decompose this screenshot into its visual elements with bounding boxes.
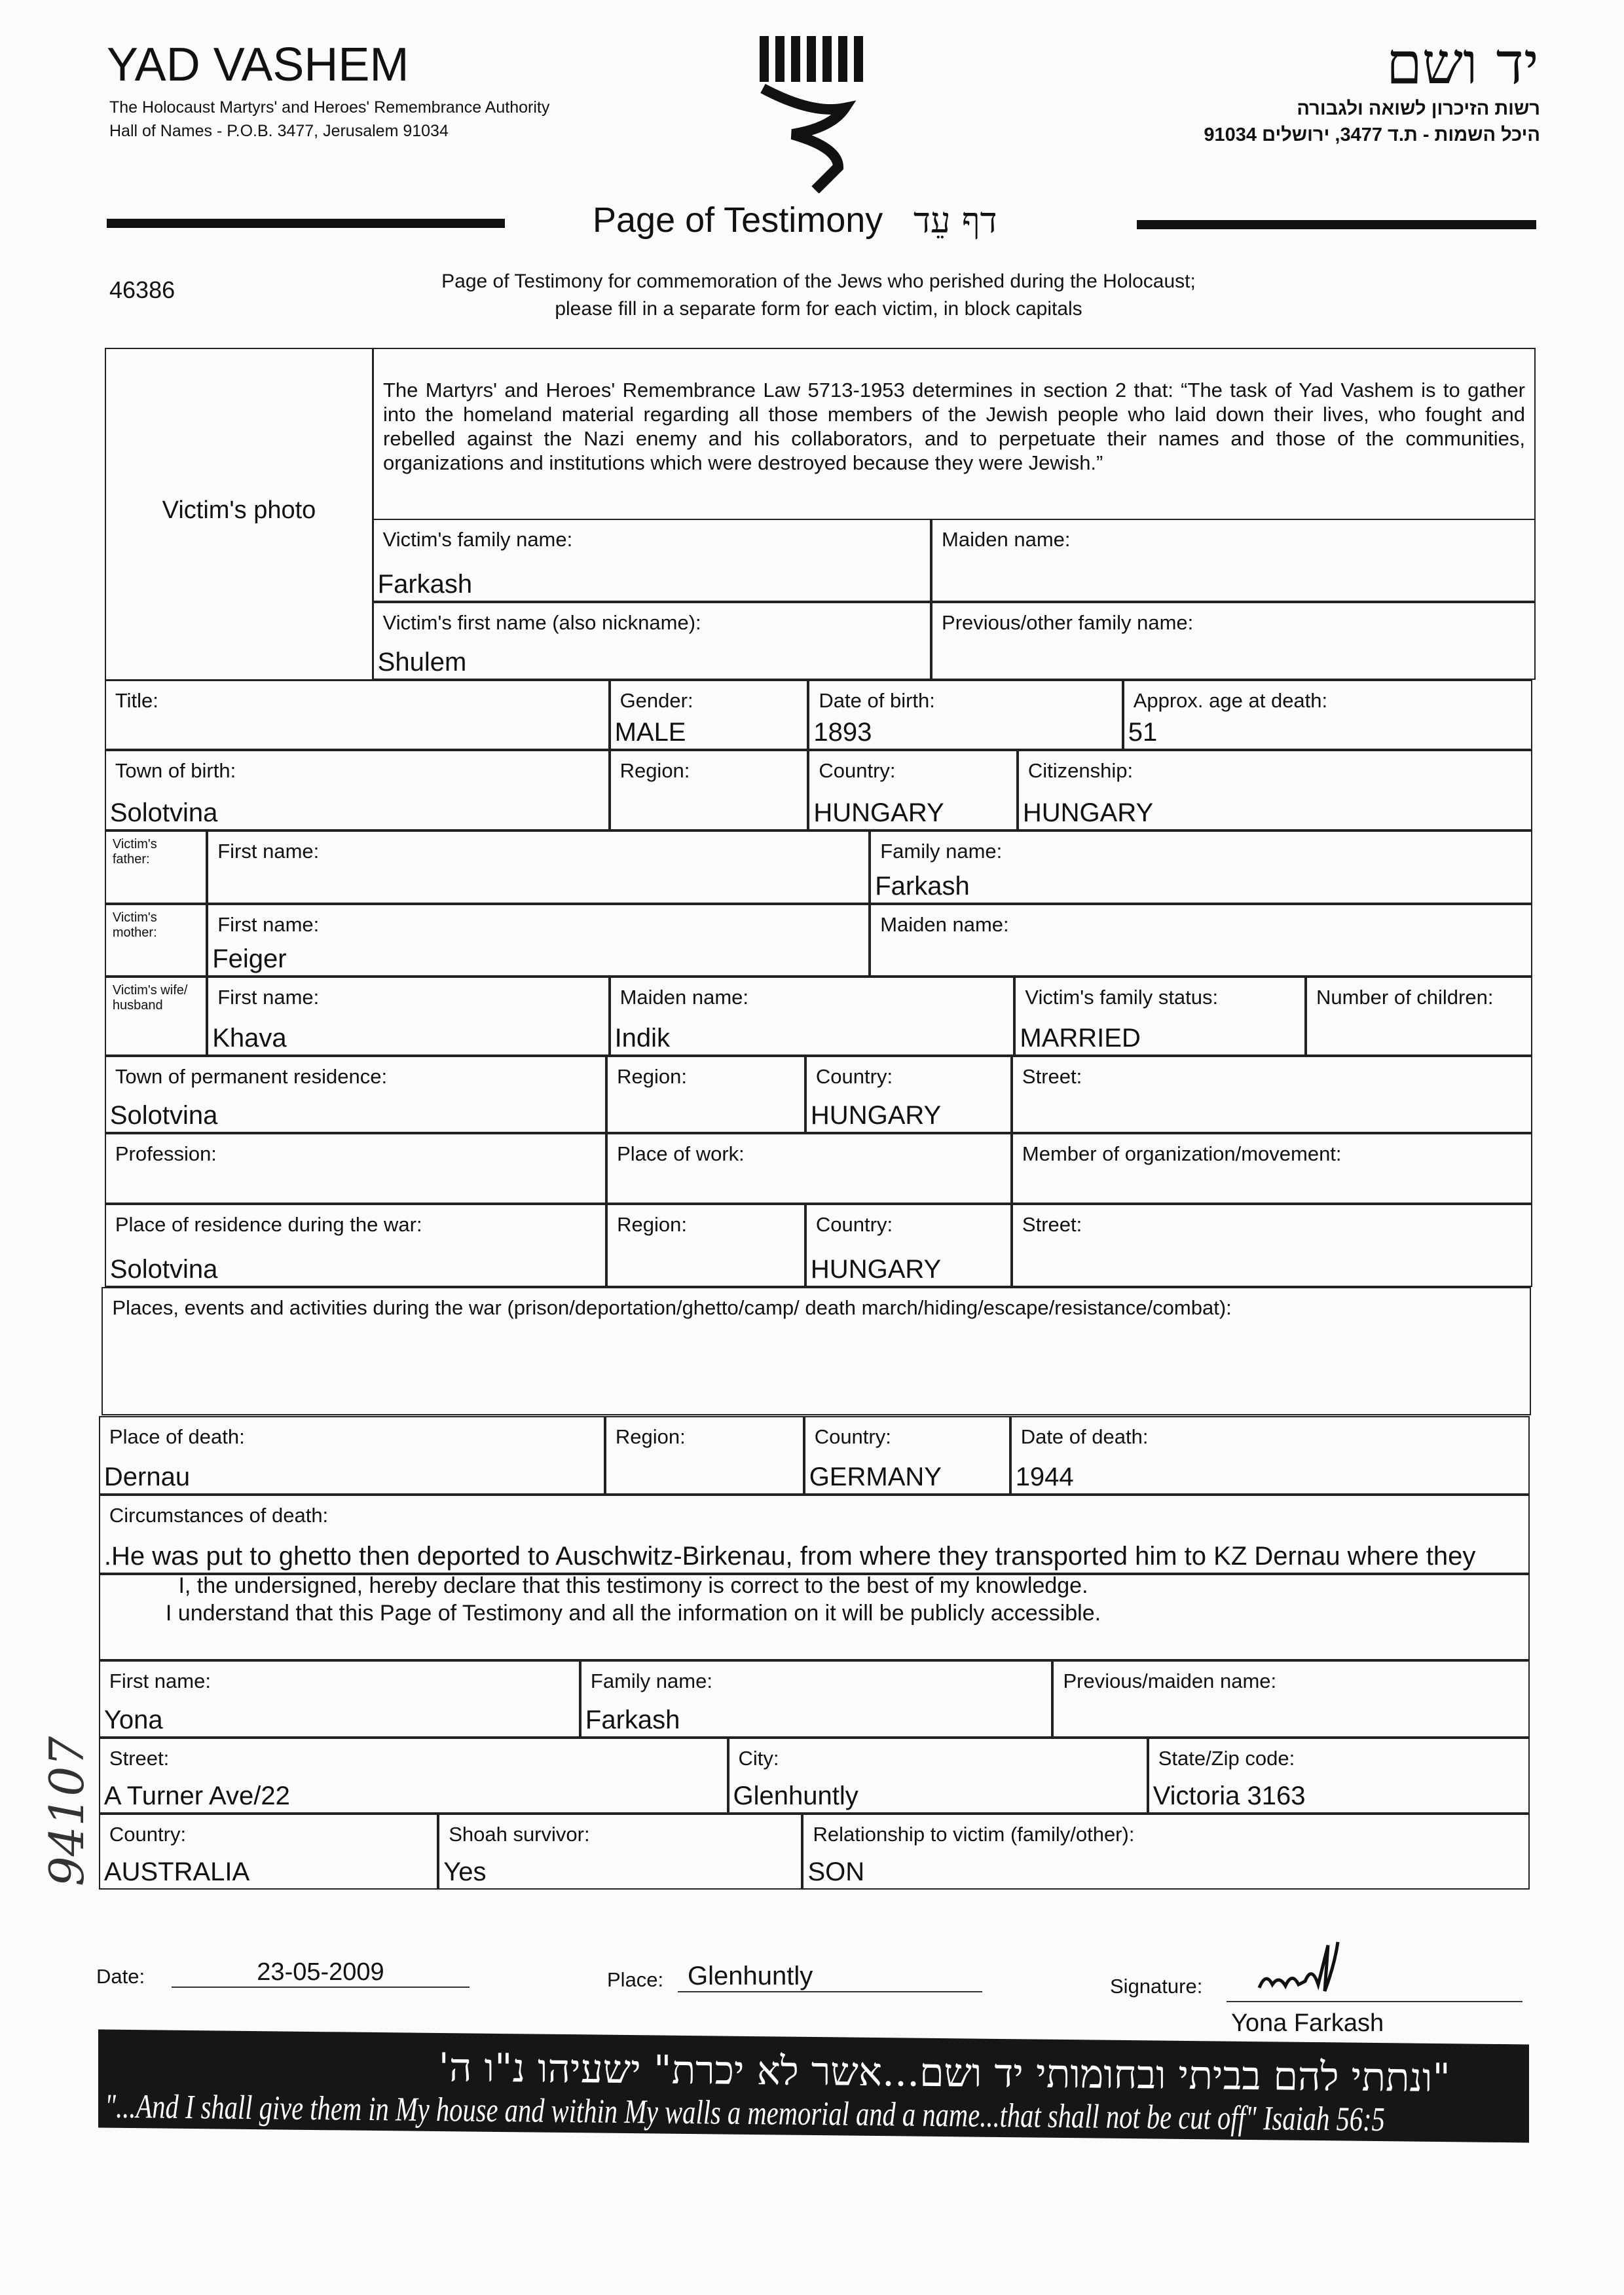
gender-label: Gender:	[619, 688, 693, 712]
handwritten-signature-icon	[1253, 1939, 1384, 2001]
spouse-first-label: First name:	[217, 986, 320, 1009]
children-label: Number of children:	[1316, 986, 1494, 1009]
org-address-hebrew: היכל השמות - ת.ד 3477, ירושלים 91034	[1204, 124, 1540, 145]
org-subtitle: The Holocaust Martyrs' and Heroes' Remembrance Authority	[109, 98, 550, 117]
org-name: YAD VASHEM	[107, 39, 409, 91]
family-status-label: Victim's family status:	[1025, 986, 1219, 1009]
org-address: Hall of Names - P.O.B. 3477, Jerusalem 91034	[109, 122, 449, 140]
war-region-label: Region:	[617, 1212, 687, 1236]
sub-city-value: Glenhuntly	[733, 1782, 858, 1811]
sub-prev-label: Previous/maiden name:	[1063, 1669, 1277, 1692]
sub-country-label: Country:	[109, 1823, 187, 1846]
sub-prev-field[interactable]	[1052, 1660, 1529, 1738]
dob-field[interactable]	[808, 680, 1122, 750]
sub-family-field[interactable]	[580, 1660, 1053, 1738]
age-value: 51	[1128, 718, 1158, 747]
quote-english: "...And I shall give them in My house and within My walls a memorial and a name...that shall not be cut off" Isaiah 56:5	[105, 2087, 1385, 2139]
maiden-name-label: Maiden name:	[942, 528, 1071, 551]
page-title: Page of Testimony	[593, 200, 883, 240]
family-name-label: Victim's family name:	[382, 528, 573, 551]
spouse-maiden-field[interactable]	[610, 977, 1015, 1056]
mother-tag-field	[105, 904, 207, 977]
spouse-maiden-label: Maiden name:	[619, 986, 749, 1009]
victim-photo-box[interactable]	[105, 348, 373, 681]
street-res-field[interactable]	[1012, 1056, 1532, 1133]
declaration-line-2: I understand that this Page of Testimony and all the information on it will be publicly accessible.	[165, 1601, 1101, 1626]
page-title-hebrew: דף עֵד	[913, 200, 997, 241]
sub-zip-value: Victoria 3163	[1153, 1782, 1306, 1811]
sub-zip-field[interactable]	[1148, 1738, 1530, 1814]
war-events-label: Places, events and activities during the war (prison/deportation/ghetto/camp/ death march/hiding/escape/resistance/combat):	[112, 1296, 1232, 1319]
death-region-field[interactable]	[605, 1416, 804, 1495]
sub-survivor-label: Shoah survivor:	[449, 1823, 590, 1846]
mother-maiden-label: Maiden name:	[880, 912, 1009, 936]
circumstances-field[interactable]	[99, 1495, 1530, 1574]
dob-value: 1893	[813, 718, 872, 747]
sub-city-field[interactable]	[728, 1738, 1148, 1814]
mother-maiden-field[interactable]	[870, 904, 1532, 977]
father-family-value: Farkash	[875, 871, 970, 901]
father-first-field[interactable]	[207, 830, 870, 904]
citizenship-label: Citizenship:	[1027, 759, 1134, 783]
country-res-value: HUNGARY	[810, 1101, 942, 1130]
first-name-field[interactable]	[373, 602, 931, 679]
mother-first-field[interactable]	[207, 904, 870, 977]
war-region-field[interactable]	[606, 1204, 805, 1287]
declaration	[100, 1572, 1167, 1627]
sub-city-label: City:	[738, 1746, 779, 1770]
street-res-label: Street:	[1022, 1064, 1082, 1088]
family-name-field[interactable]	[373, 519, 931, 602]
org-name-hebrew: יד ושם	[1386, 29, 1539, 97]
country-res-label: Country:	[815, 1064, 893, 1088]
title-label: Title:	[115, 688, 158, 712]
sub-relation-value: SON	[807, 1857, 865, 1887]
war-country-field[interactable]	[805, 1204, 1012, 1287]
region-res-field[interactable]	[606, 1056, 805, 1133]
war-street-label: Street:	[1022, 1212, 1082, 1236]
photo-label: Victim's photo	[162, 496, 316, 524]
prev-family-name-label: Previous/other family name:	[942, 611, 1194, 635]
father-first-label: First name:	[217, 839, 320, 863]
war-events-field[interactable]	[101, 1287, 1531, 1416]
family-status-field[interactable]	[1014, 977, 1306, 1056]
citizenship-field[interactable]	[1018, 750, 1532, 830]
first-name-value: Shulem	[377, 647, 467, 677]
death-place-label: Place of death:	[109, 1425, 245, 1448]
intro-line-1: Page of Testimony for commemoration of the Jews who perished during the Holocaust;	[441, 271, 1196, 292]
law-text-box	[373, 348, 1536, 520]
sub-zip-label: State/Zip code:	[1158, 1746, 1295, 1770]
circumstances-value: .He was put to ghetto then deported to Auschwitz-Birkenau, from where they transported him to KZ Dernau where they	[103, 1541, 1476, 1571]
father-family-label: Family name:	[880, 839, 1003, 863]
signature-name: Yona Farkash	[1231, 2009, 1384, 2037]
death-region-label: Region:	[615, 1425, 686, 1448]
organization-field[interactable]	[1012, 1133, 1532, 1203]
profession-label: Profession:	[115, 1142, 217, 1166]
mother-first-value: Feiger	[212, 944, 287, 974]
sub-first-field[interactable]	[99, 1660, 580, 1738]
sub-relation-field[interactable]	[802, 1814, 1529, 1890]
family-name-value: Farkash	[377, 570, 473, 599]
organization-label: Member of organization/movement:	[1022, 1142, 1342, 1166]
menorah-logo-icon	[753, 36, 871, 193]
death-place-value: Dernau	[103, 1463, 191, 1492]
age-field[interactable]	[1123, 680, 1533, 750]
prev-family-name-field[interactable]	[931, 602, 1536, 679]
death-country-label: Country:	[814, 1425, 891, 1448]
death-date-value: 1944	[1015, 1463, 1074, 1492]
father-tag-label: Victim's father:	[112, 836, 157, 867]
age-label: Approx. age at death:	[1133, 688, 1328, 712]
workplace-label: Place of work:	[617, 1142, 745, 1166]
signature-field[interactable]	[1227, 1939, 1522, 2002]
spouse-maiden-value: Indik	[614, 1023, 671, 1053]
sub-street-value: A Turner Ave/22	[103, 1782, 290, 1811]
declaration-line-1: I, the undersigned, hereby declare that this testimony is correct to the best of my knowledge.	[178, 1573, 1088, 1598]
war-res-value: Solotvina	[109, 1254, 218, 1284]
workplace-field[interactable]	[606, 1133, 1012, 1203]
law-text: The Martyrs' and Heroes' Remembrance Law 5713-1953 determines in section 2 that: “The task of Yad Vashem is to gather into the homeland material regarding all those members of the Jewish people who laid down their lives, who fought and rebelled against the Nazi enemy and his collaborators, and to perpetuate their names and those of the communities, organizations and institutions which were destroyed because they were Jewish.”	[383, 379, 1525, 474]
death-country-value: GERMANY	[809, 1463, 942, 1492]
mother-tag-label: Victim's mother:	[112, 910, 157, 940]
war-country-label: Country:	[815, 1212, 893, 1236]
sub-first-label: First name:	[109, 1669, 211, 1692]
region-res-label: Region:	[617, 1064, 687, 1088]
death-date-field[interactable]	[1010, 1416, 1530, 1495]
spouse-first-field[interactable]	[207, 977, 609, 1056]
sub-survivor-field[interactable]	[438, 1814, 802, 1890]
war-country-value: HUNGARY	[810, 1254, 942, 1284]
country-birth-field[interactable]	[808, 750, 1017, 830]
circumstances-label: Circumstances of death:	[109, 1504, 329, 1527]
death-place-field[interactable]	[99, 1416, 605, 1495]
town-res-field[interactable]	[105, 1056, 606, 1133]
title-rule-right	[1137, 220, 1536, 229]
spouse-tag-label: Victim's wife/ husband	[112, 983, 188, 1013]
intro-line-2: please fill in a separate form for each victim, in block capitals	[555, 298, 1082, 320]
place-label: Place:	[607, 1968, 664, 1991]
war-res-field[interactable]	[105, 1204, 606, 1287]
town-res-label: Town of permanent residence:	[115, 1064, 388, 1088]
country-birth-value: HUNGARY	[813, 798, 944, 827]
gender-value: MALE	[614, 718, 686, 747]
quote-hebrew: "ונתתי להם בביתי ובחומותי יד ושם...אשר לא יכרת" ישעיהו נ"ו ה'	[438, 2044, 1450, 2102]
mother-first-label: First name:	[217, 912, 320, 936]
gender-field[interactable]	[610, 680, 809, 750]
town-birth-value: Solotvina	[109, 798, 218, 827]
signature-label: Signature:	[1110, 1975, 1203, 1998]
date-field[interactable]: 23-05-2009	[172, 1958, 470, 1988]
country-res-field[interactable]	[805, 1056, 1012, 1133]
sub-street-field[interactable]	[99, 1738, 728, 1814]
quote-banner	[98, 2030, 1529, 2143]
sub-family-value: Farkash	[585, 1705, 680, 1734]
org-subtitle-hebrew: רשות הזיכרון לשואה ולגבורה	[1297, 98, 1540, 119]
children-field[interactable]	[1306, 977, 1532, 1056]
country-birth-label: Country:	[819, 759, 896, 783]
citizenship-value: HUNGARY	[1022, 798, 1154, 827]
sub-relation-label: Relationship to victim (family/other):	[813, 1823, 1135, 1846]
spouse-tag-field	[105, 977, 207, 1056]
town-birth-field[interactable]	[105, 750, 610, 830]
margin-handwritten-number: 94107	[39, 1736, 94, 1886]
region-birth-label: Region:	[619, 759, 690, 783]
first-name-label: Victim's first name (also nickname):	[382, 611, 701, 635]
form-number: 46386	[109, 276, 175, 303]
death-country-field[interactable]	[804, 1416, 1010, 1495]
sub-first-value: Yona	[103, 1705, 163, 1734]
sub-country-value: AUSTRALIA	[103, 1857, 250, 1887]
region-birth-field[interactable]	[610, 750, 809, 830]
dob-label: Date of birth:	[819, 688, 935, 712]
date-label: Date:	[96, 1965, 145, 1988]
title-field[interactable]	[105, 680, 610, 750]
town-res-value: Solotvina	[109, 1101, 218, 1130]
profession-field[interactable]	[105, 1133, 606, 1203]
sub-family-label: Family name:	[590, 1669, 712, 1692]
family-status-value: MARRIED	[1020, 1023, 1141, 1053]
maiden-name-field[interactable]	[931, 519, 1536, 602]
death-date-label: Date of death:	[1020, 1425, 1149, 1448]
sub-country-field[interactable]	[99, 1814, 438, 1890]
sub-survivor-value: Yes	[443, 1857, 487, 1887]
town-birth-label: Town of birth:	[115, 759, 236, 783]
spouse-first-value: Khava	[212, 1023, 287, 1053]
war-street-field[interactable]	[1012, 1204, 1532, 1287]
title-rule-left	[107, 219, 505, 228]
sub-street-label: Street:	[109, 1746, 170, 1770]
father-tag-field	[105, 830, 207, 904]
war-res-label: Place of residence during the war:	[115, 1212, 422, 1236]
father-family-field[interactable]	[870, 830, 1532, 904]
place-field[interactable]: Glenhuntly	[678, 1962, 982, 1992]
